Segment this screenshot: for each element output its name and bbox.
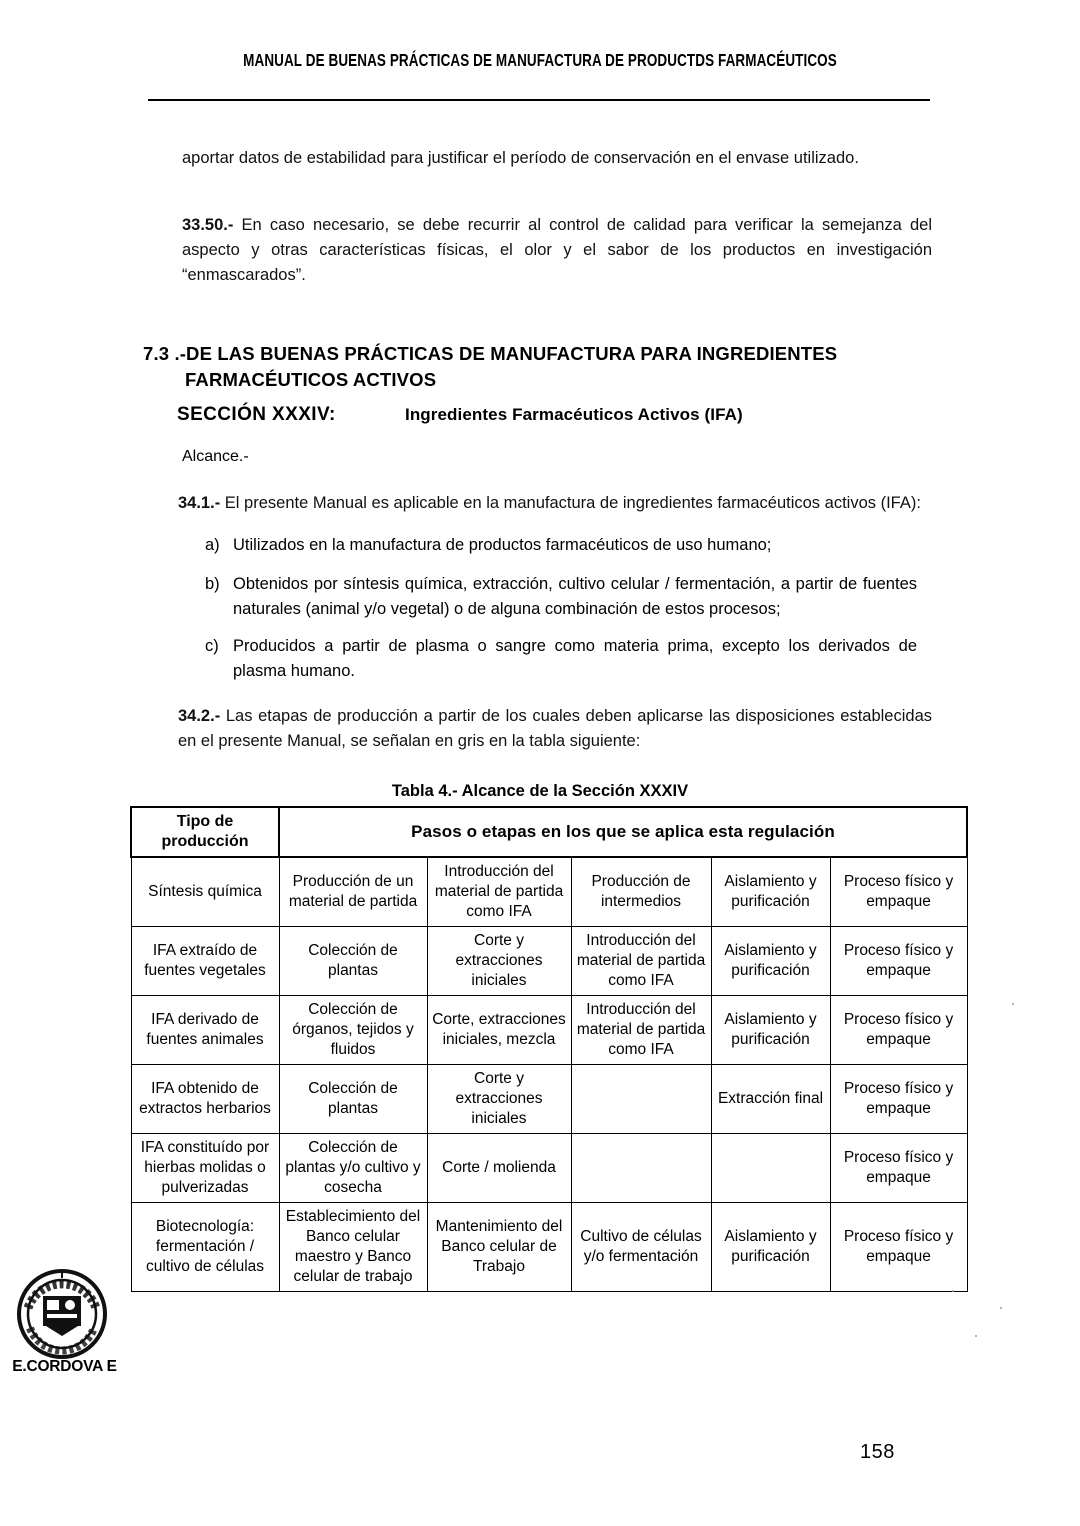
seal-icon — [10, 1268, 120, 1364]
table-cell-step: Establecimiento del Banco celular maestro y Banco celular de trabajo — [279, 1203, 427, 1292]
list-item-label: Producidos a partir de plasma o sangre como materia prima, excepto los derivados de plasma humano. — [233, 637, 917, 680]
heading-7-3-line1: 7.3 .-DE LAS BUENAS PRÁCTICAS DE MANUFACTURA PARA INGREDIENTES — [143, 343, 838, 364]
table-cell-step: Colección de plantas — [279, 927, 427, 996]
section-label: SECCIÓN XXXIV: — [177, 404, 336, 425]
table-row — [131, 857, 967, 927]
table-cell-step: Colección de órganos, tejidos y fluidos — [279, 996, 427, 1065]
table-cell-step: Extracción final — [711, 1065, 830, 1134]
scan-speck — [952, 1290, 954, 1292]
list-item — [205, 572, 917, 622]
list-item-label: Utilizados en la manufactura de productos farmacéuticos de uso humano; — [233, 536, 772, 554]
table-cell-type: Síntesis química — [131, 857, 279, 927]
table-cell-step: Proceso físico y empaque — [830, 1203, 967, 1292]
clause-33-50-number: 33.50.- — [182, 216, 234, 234]
clause-34-1-number: 34.1.- — [178, 494, 221, 512]
heading-7-3-line2: FARMACÉUTICOS ACTIVOS — [185, 369, 437, 390]
table-row — [131, 927, 967, 996]
table-cell-step: Cultivo de células y/o fermentación — [571, 1203, 711, 1292]
table-cell-step: Proceso físico y empaque — [830, 857, 967, 927]
table-cell-step-empty — [711, 1134, 830, 1203]
paragraph-aportar: aportar datos de estabilidad para justificar el período de conservación en el envase utilizado. — [182, 149, 859, 167]
table-cell-step: Colección de plantas y/o cultivo y cosecha — [279, 1134, 427, 1203]
list-item-label: Obtenidos por síntesis química, extracción, cultivo celular / fermentación, a partir de fuentes naturales (animal y/o vegetal) o de alguna combinación de estos procesos; — [233, 575, 917, 618]
table-cell-step: Corte y extracciones iniciales — [427, 927, 571, 996]
table-cell-step: Proceso físico y empaque — [830, 927, 967, 996]
table-cell-step: Aislamiento y purificación — [711, 996, 830, 1065]
table-caption: Tabla 4.- Alcance de la Sección XXXIV — [391, 782, 689, 800]
table-cell-type: Biotecnología: fermentación / cultivo de células — [131, 1203, 279, 1292]
clause-34-2 — [178, 704, 932, 754]
table-header-row — [131, 807, 967, 857]
heading-7-3 — [143, 341, 933, 393]
section-heading — [177, 404, 743, 426]
table-cell-step: Introducción del material de partida como IFA — [571, 927, 711, 996]
table-cell-step: Producción de intermedios — [571, 857, 711, 927]
table-cell-step: Proceso físico y empaque — [830, 996, 967, 1065]
clause-34-2-text: Las etapas de producción a partir de los cuales deben aplicarse las disposiciones establecidas en el presente Manual, se señalan en gris en la tabla siguiente: — [178, 707, 932, 750]
table-cell-step: Aislamiento y purificación — [711, 857, 830, 927]
table-cell-step-empty — [571, 1134, 711, 1203]
table-cell-step: Introducción del material de partida como IFA — [571, 996, 711, 1065]
table-row — [131, 1134, 967, 1203]
table-cell-step: Proceso físico y empaque — [830, 1134, 967, 1203]
clause-33-50-text: En caso necesario, se debe recurrir al control de calidad para verificar la semejanza del aspecto y otras características físicas, el olor y el sabor de los productos en investigación “enmascarados”. — [182, 216, 932, 284]
table-cell-step: Mantenimiento del Banco celular de Trabajo — [427, 1203, 571, 1292]
clause-34-1-text: El presente Manual es aplicable en la manufactura de ingredientes farmacéuticos activos (IFA): — [220, 494, 921, 512]
table-cell-step-empty — [571, 1065, 711, 1134]
running-header: MANUAL DE BUENAS PRÁCTICAS DE MANUFACTURA DE PRODUCTDS FARMACÉUTICOS — [243, 52, 837, 71]
table-cell-step: Colección de plantas — [279, 1065, 427, 1134]
table-header-steps: Pasos o etapas en los que se aplica esta regulación — [279, 807, 967, 857]
section-title: Ingredientes Farmacéuticos Activos (IFA) — [405, 405, 743, 424]
list-item — [205, 533, 905, 558]
clause-34-1 — [178, 491, 930, 516]
table-row — [131, 1065, 967, 1134]
page-number: 158 — [860, 1441, 895, 1463]
table-cell-type: IFA constituído por hierbas molidas o pulverizadas — [131, 1134, 279, 1203]
table-cell-step: Aislamiento y purificación — [711, 1203, 830, 1292]
table-cell-step: Aislamiento y purificación — [711, 927, 830, 996]
table-cell-step: Corte, extracciones iniciales, mezcla — [427, 996, 571, 1065]
clause-33-50 — [182, 213, 932, 288]
stamp-signer-name: E.CORDOVA E — [12, 1358, 117, 1375]
table-row — [131, 996, 967, 1065]
list-item-marker: b) — [205, 575, 220, 593]
alcance-label: Alcance.- — [182, 448, 249, 465]
table-row — [131, 1203, 967, 1292]
header-divider — [148, 99, 930, 101]
scope-table — [130, 806, 968, 1292]
list-item-marker: a) — [205, 536, 220, 554]
list-item-marker: c) — [205, 637, 219, 655]
table-cell-type: IFA derivado de fuentes animales — [131, 996, 279, 1065]
table-cell-type: IFA extraído de fuentes vegetales — [131, 927, 279, 996]
table-cell-step: Introducción del material de partida como IFA — [427, 857, 571, 927]
table-cell-type: IFA obtenido de extractos herbarios — [131, 1065, 279, 1134]
scan-speck — [1012, 1003, 1014, 1005]
official-seal-stamp — [10, 1268, 120, 1386]
clause-34-2-number: 34.2.- — [178, 707, 221, 725]
table-cell-step: Proceso físico y empaque — [830, 1065, 967, 1134]
table-header-type: Tipo de producción — [131, 807, 279, 857]
list-item — [205, 634, 917, 684]
table-cell-step: Corte / molienda — [427, 1134, 571, 1203]
scan-speck — [1000, 1307, 1002, 1309]
table-cell-step: Corte y extracciones iniciales — [427, 1065, 571, 1134]
table-cell-step: Producción de un material de partida — [279, 857, 427, 927]
scan-speck — [975, 1335, 977, 1337]
